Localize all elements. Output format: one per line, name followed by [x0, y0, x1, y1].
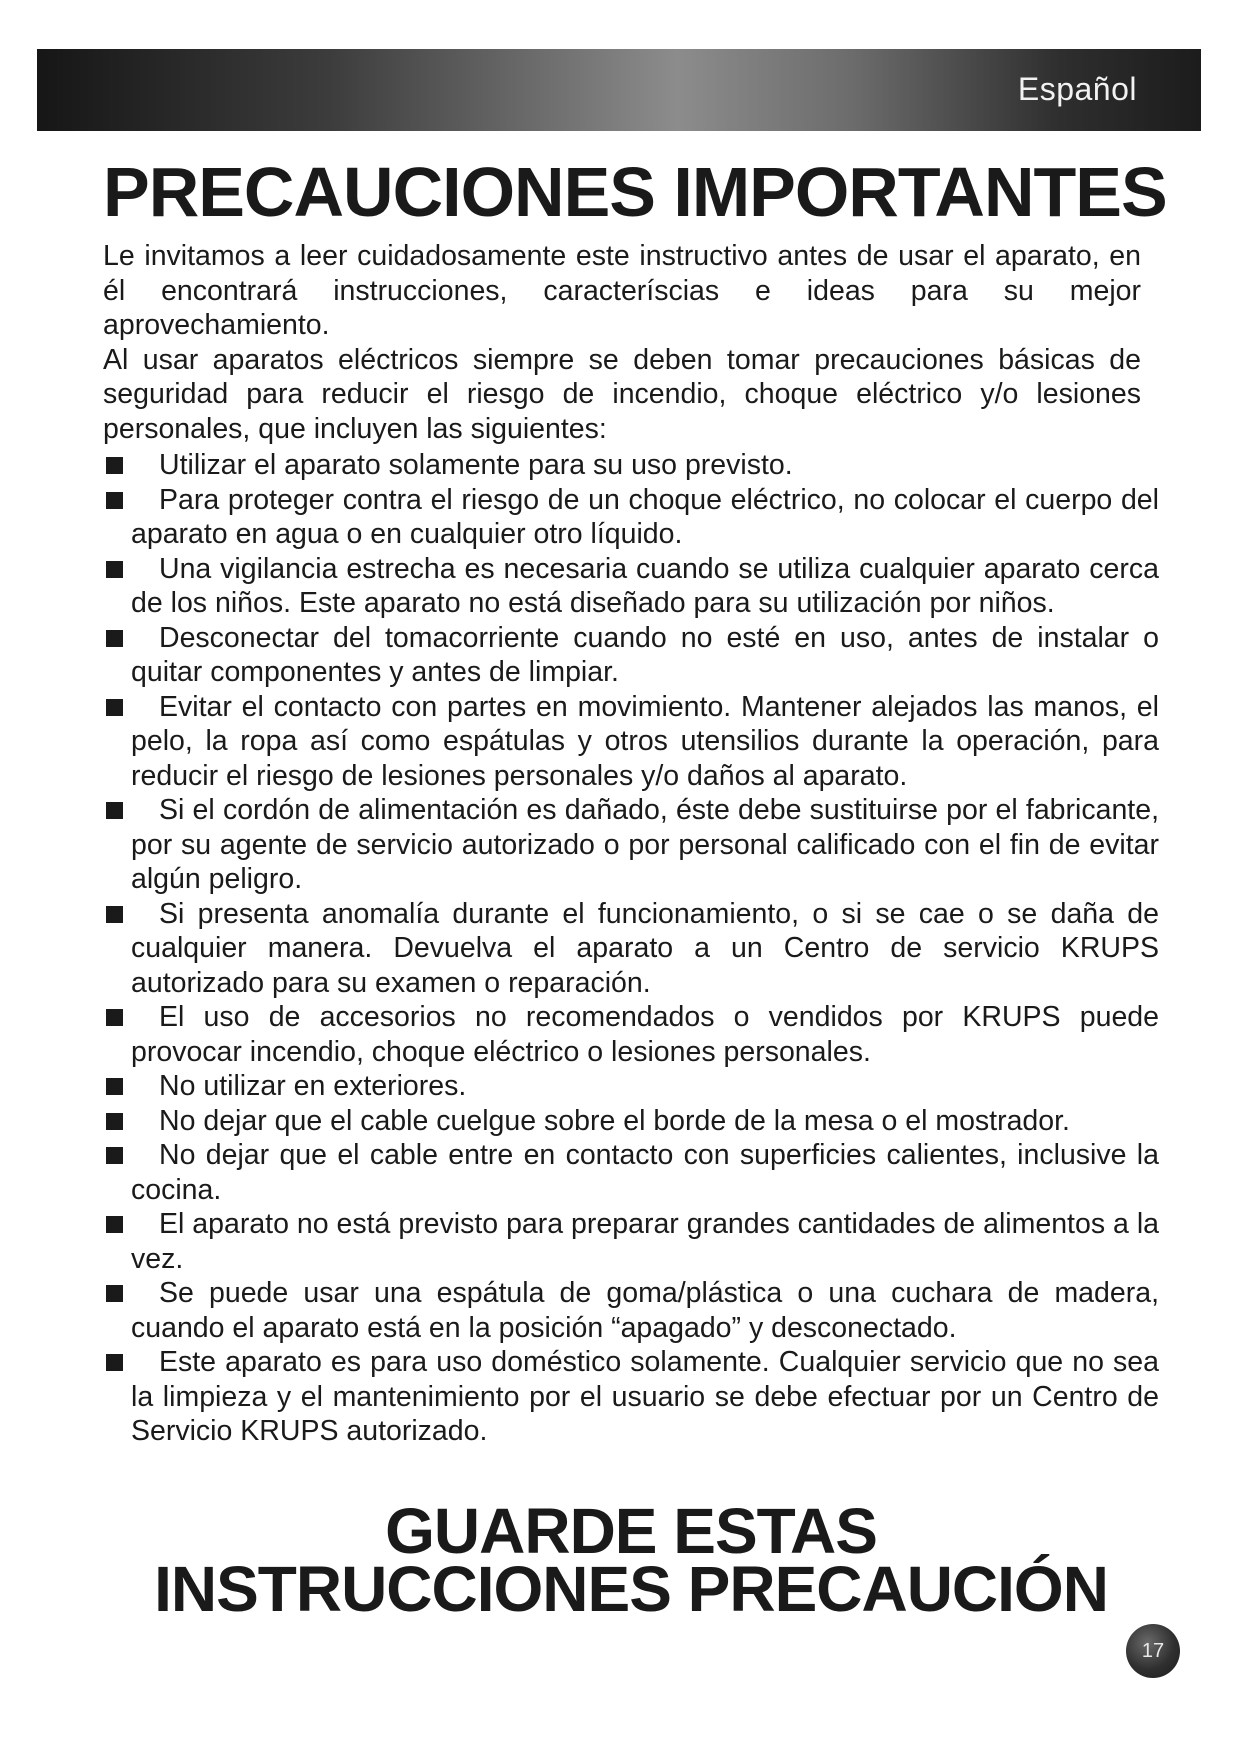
list-item — [103, 1069, 1159, 1104]
list-item — [103, 621, 1159, 690]
closing-title-line: GUARDE ESTAS — [385, 1495, 877, 1567]
closing-title — [0, 1495, 1241, 1625]
closing-title-line: INSTRUCCIONES PRECAUCIÓN — [154, 1553, 1108, 1625]
list-item — [103, 483, 1159, 552]
list-item — [103, 793, 1159, 897]
intro-paragraph: Al usar aparatos eléctricos siempre se deben tomar precauciones básicas de seguridad para reducir el riesgo de incendio, choque eléctrico y/o lesiones personales, que incluyen las siguientes: — [103, 343, 1141, 445]
list-item — [103, 1276, 1159, 1345]
list-item — [103, 1104, 1159, 1139]
bullet-square-icon — [106, 561, 123, 578]
page-number-badge: 17 — [1126, 1624, 1180, 1678]
intro-paragraph: Le invitamos a leer cuidadosamente este instructivo antes de usar el aparato, en él encontrará instrucciones, caracteríscias e ideas para su mejor aprovechamiento. — [103, 240, 1141, 341]
page-title: PRECAUCIONES IMPORTANTES — [103, 153, 1167, 231]
bullet-square-icon — [106, 906, 123, 923]
list-item — [103, 897, 1159, 1001]
list-item-text: Este aparato es para uso doméstico solamente. Cualquier servicio que no sea la limpieza y el mantenimiento por el usuario se debe efectuar por un Centro de Servicio KRUPS autorizado. — [131, 1346, 1159, 1447]
bullet-square-icon — [106, 802, 123, 819]
list-item — [103, 1000, 1159, 1069]
bullet-square-icon — [106, 457, 123, 474]
bullet-square-icon — [106, 1113, 123, 1130]
list-item — [103, 552, 1159, 621]
list-item — [103, 1138, 1159, 1207]
intro-text — [103, 239, 1141, 446]
list-item — [103, 1207, 1159, 1276]
list-item-text: Una vigilancia estrecha es necesaria cuando se utiliza cualquier aparato cerca de los niños. Este aparato no está diseñado para su utilización por niños. — [131, 552, 1159, 619]
list-item-text: Se puede usar una espátula de goma/plástica o una cuchara de madera, cuando el aparato está en la posición “apagado” y desconectado. — [131, 1277, 1159, 1344]
bullet-square-icon — [106, 1216, 123, 1233]
list-item-text: Si el cordón de alimentación es dañado, éste debe sustituirse por el fabricante, por su agente de servicio autorizado o por personal calificado con el fin de evitar algún peligro. — [131, 794, 1159, 895]
list-item-text: El uso de accesorios no recomendados o vendidos por KRUPS puede provocar incendio, choque eléctrico o lesiones personales. — [131, 1001, 1159, 1068]
header-bar — [37, 49, 1201, 131]
bullet-square-icon — [106, 1009, 123, 1026]
list-item-text: Utilizar el aparato solamente para su uso previsto. — [159, 449, 793, 481]
bullet-square-icon — [106, 1078, 123, 1095]
list-item-text: No utilizar en exteriores. — [159, 1070, 467, 1102]
list-item-text: No dejar que el cable cuelgue sobre el borde de la mesa o el mostrador. — [159, 1104, 1070, 1137]
list-item-text: Desconectar del tomacorriente cuando no esté en uso, antes de instalar o quitar componentes y antes de limpiar. — [131, 621, 1159, 688]
list-item-text: No dejar que el cable entre en contacto con superficies calientes, inclusive la cocina. — [131, 1139, 1159, 1206]
list-item-text: Para proteger contra el riesgo de un choque eléctrico, no colocar el cuerpo del aparato en agua o en cualquier otro líquido. — [131, 483, 1159, 550]
list-item-text: El aparato no está previsto para preparar grandes cantidades de alimentos a la vez. — [131, 1208, 1159, 1275]
bullet-square-icon — [106, 492, 123, 509]
bullet-square-icon — [106, 630, 123, 647]
bullet-square-icon — [106, 1147, 123, 1164]
bullet-square-icon — [106, 699, 123, 716]
precautions-list — [103, 448, 1159, 1449]
list-item-text: Si presenta anomalía durante el funcionamiento, o si se cae o se daña de cualquier manera. Devuelva el aparato a un Centro de servicio KRUPS autorizado para su examen o reparación. — [131, 897, 1159, 999]
bullet-square-icon — [106, 1285, 123, 1302]
bullet-square-icon — [106, 1354, 123, 1371]
list-item — [103, 1345, 1159, 1449]
list-item — [103, 448, 1159, 483]
list-item — [103, 690, 1159, 794]
language-label: Español — [1017, 71, 1137, 107]
list-item-text: Evitar el contacto con partes en movimiento. Mantener alejados las manos, el pelo, la ropa así como espátulas y otros utensilios durante la operación, para reducir el riesgo de lesiones personales y/o daños al aparato. — [131, 690, 1159, 792]
